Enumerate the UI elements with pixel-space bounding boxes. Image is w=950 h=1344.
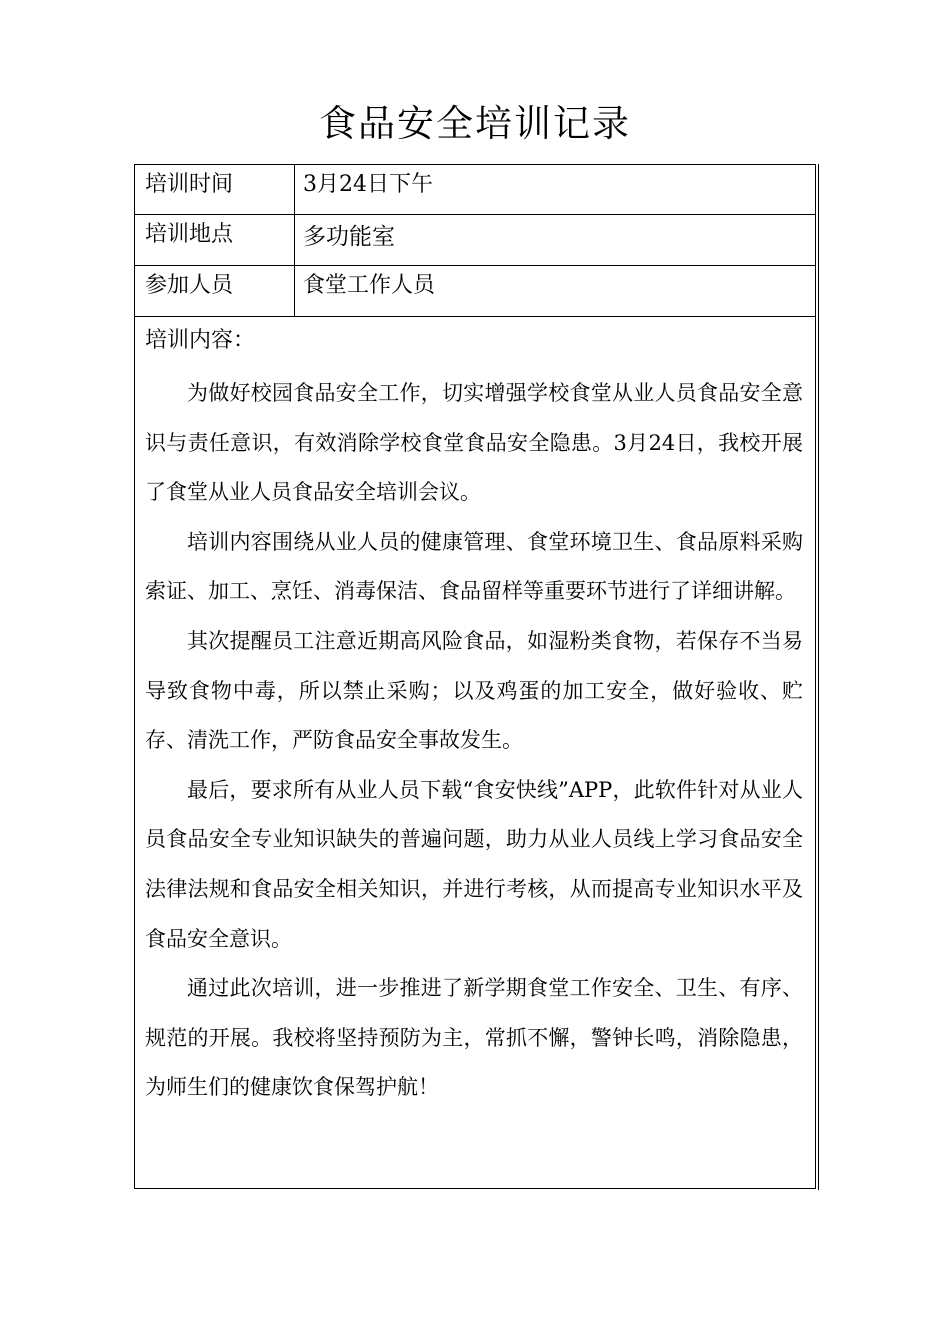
row-participants xyxy=(135,266,815,317)
training-place-value: 多功能室 xyxy=(303,224,395,250)
content-paragraph-2: 培训内容围绕从业人员的健康管理、食堂环境卫生、食品原料采购索证、加工、烹饪、消毒保洁、食品留样等重要环节进行了详细讲解。 xyxy=(145,529,803,604)
row-training-time xyxy=(135,165,815,215)
training-record-table xyxy=(134,164,816,1189)
training-content-cell xyxy=(135,317,815,1188)
content-paragraph-3: 其次提醒员工注意近期高风险食品，如湿粉类食物，若保存不当易导致食物中毒，所以禁止采购；以及鸡蛋的加工安全，做好验收、贮存、清洗工作，严防食品安全事故发生。 xyxy=(145,628,803,753)
participants-label: 参加人员 xyxy=(135,266,295,316)
content-paragraph-5: 通过此次培训，进一步推进了新学期食堂工作安全、卫生、有序、规范的开展。我校将坚持预防为主，常抓不懈，警钟长鸣，消除隐患，为师生们的健康饮食保驾护航！ xyxy=(145,976,803,1100)
training-place-label: 培训地点 xyxy=(135,215,295,265)
row-training-place xyxy=(135,215,815,266)
participants-value: 食堂工作人员 xyxy=(303,273,436,298)
content-paragraph-1: 为做好校园食品安全工作，切实增强学校食堂从业人员食品安全意识与责任意识，有效消除学校食堂食品安全隐患。3月24日，我校开展了食堂从业人员食品安全培训会议。 xyxy=(145,381,803,505)
training-content-label: 培训内容： xyxy=(145,328,256,353)
document-title: 食品安全培训记录 xyxy=(319,102,631,145)
training-time-label: 培训时间 xyxy=(135,165,295,214)
training-time-value: 3月24日下午 xyxy=(303,172,433,197)
content-paragraph-4: 最后，要求所有从业人员下载“食安快线”APP，此软件针对从业人员食品安全专业知识缺失的普遍问题，助力从业人员线上学习食品安全法律法规和食品安全相关知识，并进行考核，从而提高专业知识水平及食品安全意识。 xyxy=(145,777,803,951)
